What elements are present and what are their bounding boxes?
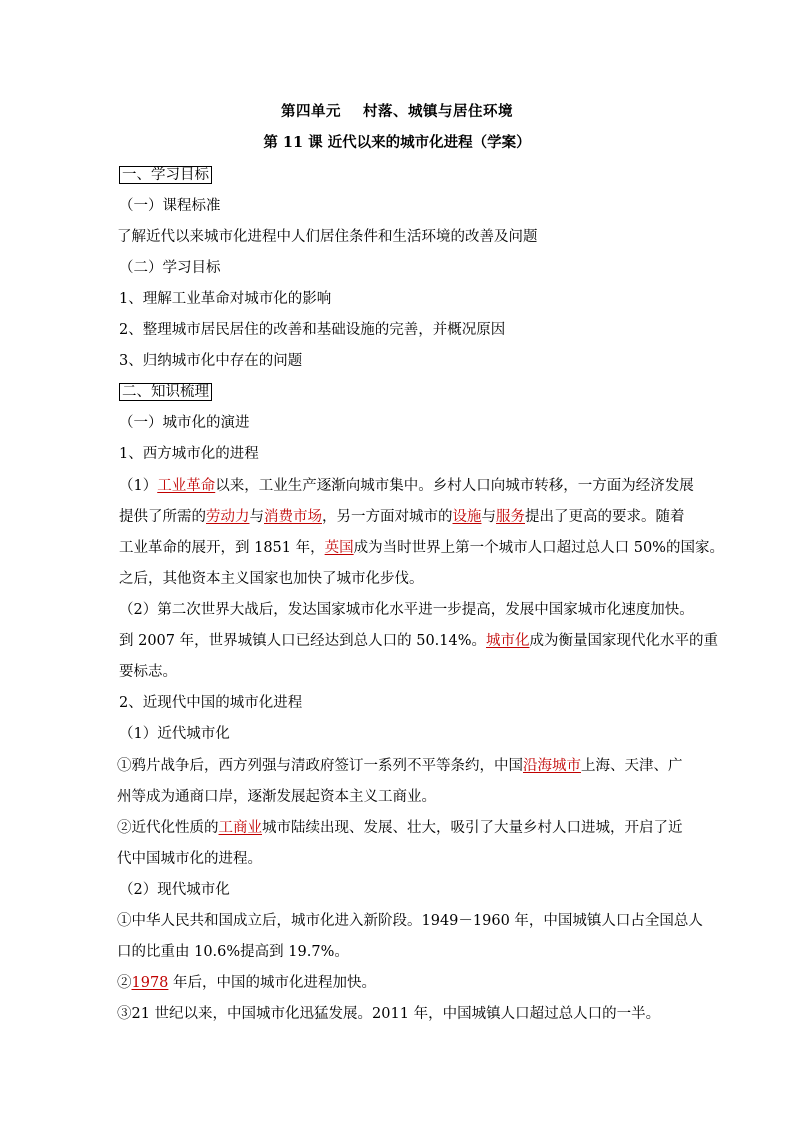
subheading-modern-era: （1）近代城市化 xyxy=(119,726,230,742)
subheading-china: 2、近现代中国的城市化进程 xyxy=(119,695,303,711)
paragraph-5-line-2: 口的比重由 10.6%提高到 19.7%。 xyxy=(117,944,349,960)
paragraph-3-line-2: 州等成为通商口岸，逐渐发展起资本主义工商业。 xyxy=(117,789,436,805)
paragraph-3-line-1: ①鸦片战争后，西方列强与清政府签订一系列不平等条约，中国沿海城市上海、天津、广 xyxy=(117,758,683,774)
paragraph-1-line-4: 之后，其他资本主义国家也加快了城市化步伐。 xyxy=(119,571,424,587)
subheading-western: 1、西方城市化的进程 xyxy=(119,446,259,462)
section-heading-2-label: 二、知识梳理 xyxy=(119,383,212,401)
paragraph-1-line-2: 提供了所需的劳动力与消费市场，另一方面对城市的设施与服务提出了更高的要求。随着 xyxy=(119,509,685,525)
paragraph-2-line-2: 到 2007 年，世界城镇人口已经达到总人口的 50.14%。城市化成为衡量国家现代化水平的重 xyxy=(119,633,719,649)
unit-label: 第四单元 xyxy=(281,103,341,120)
keyword-services: 服务 xyxy=(496,509,525,525)
paragraph-5-line-1: ①中华人民共和国成立后，城市化进入新阶段。1949－1960 年，中国城镇人口占全国总人 xyxy=(117,913,703,929)
section-heading-2 xyxy=(119,382,212,402)
subheading-urbanization: （一）城市化的演进 xyxy=(119,415,250,431)
keyword-industrial-revolution: 工业革命 xyxy=(157,478,216,494)
paragraph-7: ③21 世纪以来，中国城市化迅猛发展。2011 年，中国城镇人口超过总人口的一半。 xyxy=(117,1006,661,1022)
lesson-title: 第 11 课 近代以来的城市化进程（学案） xyxy=(263,134,531,151)
paragraph-1-line-1: （1）工业革命以来，工业生产逐渐向城市集中。乡村人口向城市转移，一方面为经济发展 xyxy=(119,478,694,494)
section-heading-1-label: 一、学习目标 xyxy=(119,166,212,184)
keyword-britain: 英国 xyxy=(324,540,354,556)
section-heading-1 xyxy=(119,165,212,185)
curriculum-text: 了解近代以来城市化进程中人们居住条件和生活环境的改善及问题 xyxy=(117,229,538,245)
paragraph-2-line-1: （2）第二次世界大战后，发达国家城市化水平进一步提高，发展中国家城市化速度加快。 xyxy=(119,602,694,618)
keyword-facilities: 设施 xyxy=(452,509,482,525)
subheading-goals: （二）学习目标 xyxy=(119,260,221,276)
paragraph-4-line-2: 代中国城市化的进程。 xyxy=(117,851,262,867)
paragraph-2-line-3: 要标志。 xyxy=(119,664,177,680)
keyword-consumer-market: 消费市场 xyxy=(264,509,322,525)
goal-item-3: 3、归纳城市化中存在的问题 xyxy=(119,353,303,369)
keyword-urbanization: 城市化 xyxy=(486,633,530,649)
keyword-labor: 劳动力 xyxy=(206,509,250,525)
subheading-curriculum: （一）课程标准 xyxy=(119,198,221,214)
subheading-contemporary: （2）现代城市化 xyxy=(119,882,230,898)
paragraph-6: ②1978 年后，中国的城市化进程加快。 xyxy=(117,975,377,991)
goal-item-1: 1、理解工业革命对城市化的影响 xyxy=(119,291,332,307)
keyword-1978: 1978 xyxy=(131,975,169,991)
keyword-commerce: 工商业 xyxy=(218,820,262,836)
keyword-coastal-cities: 沿海城市 xyxy=(523,758,581,774)
paragraph-4-line-1: ②近代化性质的工商业城市陆续出现、发展、壮大，吸引了大量乡村人口进城，开启了近 xyxy=(117,820,683,836)
unit-title xyxy=(0,102,794,122)
goal-item-2: 2、整理城市居民居住的改善和基础设施的完善，并概况原因 xyxy=(119,322,506,338)
unit-subtitle: 村落、城镇与居住环境 xyxy=(363,103,513,120)
paragraph-1-line-3: 工业革命的展开，到 1851 年，英国成为当时世界上第一个城市人口超过总人口 50%的国家。 xyxy=(119,540,724,556)
